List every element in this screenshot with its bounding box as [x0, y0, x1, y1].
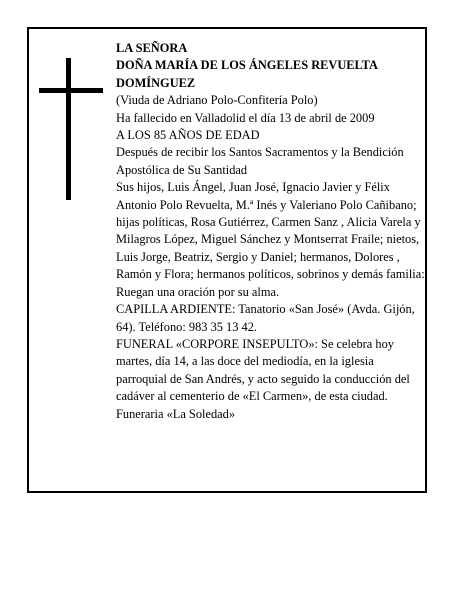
- obituary-notice: [27, 27, 427, 493]
- cross-vertical-bar: [66, 58, 71, 200]
- age-line: A LOS 85 AÑOS DE EDAD: [116, 128, 260, 143]
- funeral-home: Funeraria «La Soledad»: [116, 406, 236, 421]
- chapel-info: CAPILLA ARDIENTE: Tanatorio «San José» (Avda. Gijón, 64). Teléfono: 983 35 13 42.: [116, 302, 415, 334]
- widow-of-line: (Viuda de Adriano Polo-Confitería Polo): [116, 93, 318, 108]
- funeral-info: FUNERAL «CORPORE INSEPULTO»: Se celebra hoy martes, día 14, a las doce del mediodía, en la iglesia parroquial de San Andrés, y acto seguido la conducción del cadáver al cementerio de «El Carmen», de esta ciudad.: [116, 336, 410, 404]
- sacraments-line: Después de recibir los Santos Sacramentos y la Bendición Apostólica de Su Santidad: [116, 145, 404, 177]
- deceased-name: DOÑA MARÍA DE LOS ÁNGELES REVUELTA DOMÍNGUEZ: [116, 58, 378, 90]
- death-statement: Ha fallecido en Valladolid el día 13 de abril de 2009: [116, 110, 375, 125]
- prayer-request: Ruegan una oración por su alma.: [116, 284, 280, 299]
- notice-heading-title: LA SEÑORA: [116, 41, 188, 55]
- family-paragraph: Sus hijos, Luis Ángel, Juan José, Ignacio Javier y Félix Antonio Polo Revuelta, M.ª Inés y Valeriano Polo Cañibano; hijas políticas, Rosa Gutiérrez, Carmen Sanz , Alicia Varela y Milagros López, Miguel Sánchez y Montserrat Fraile; nietos, Luis Jorge, Beatriz, Sergio y Daniel; hermanos, Dolores , Ramón y Flora; hermanos políticos, sobrinos y demás familia:: [116, 180, 425, 282]
- cross-icon: [39, 58, 103, 200]
- notice-text-block: [116, 40, 425, 423]
- cross-horizontal-bar: [39, 88, 103, 93]
